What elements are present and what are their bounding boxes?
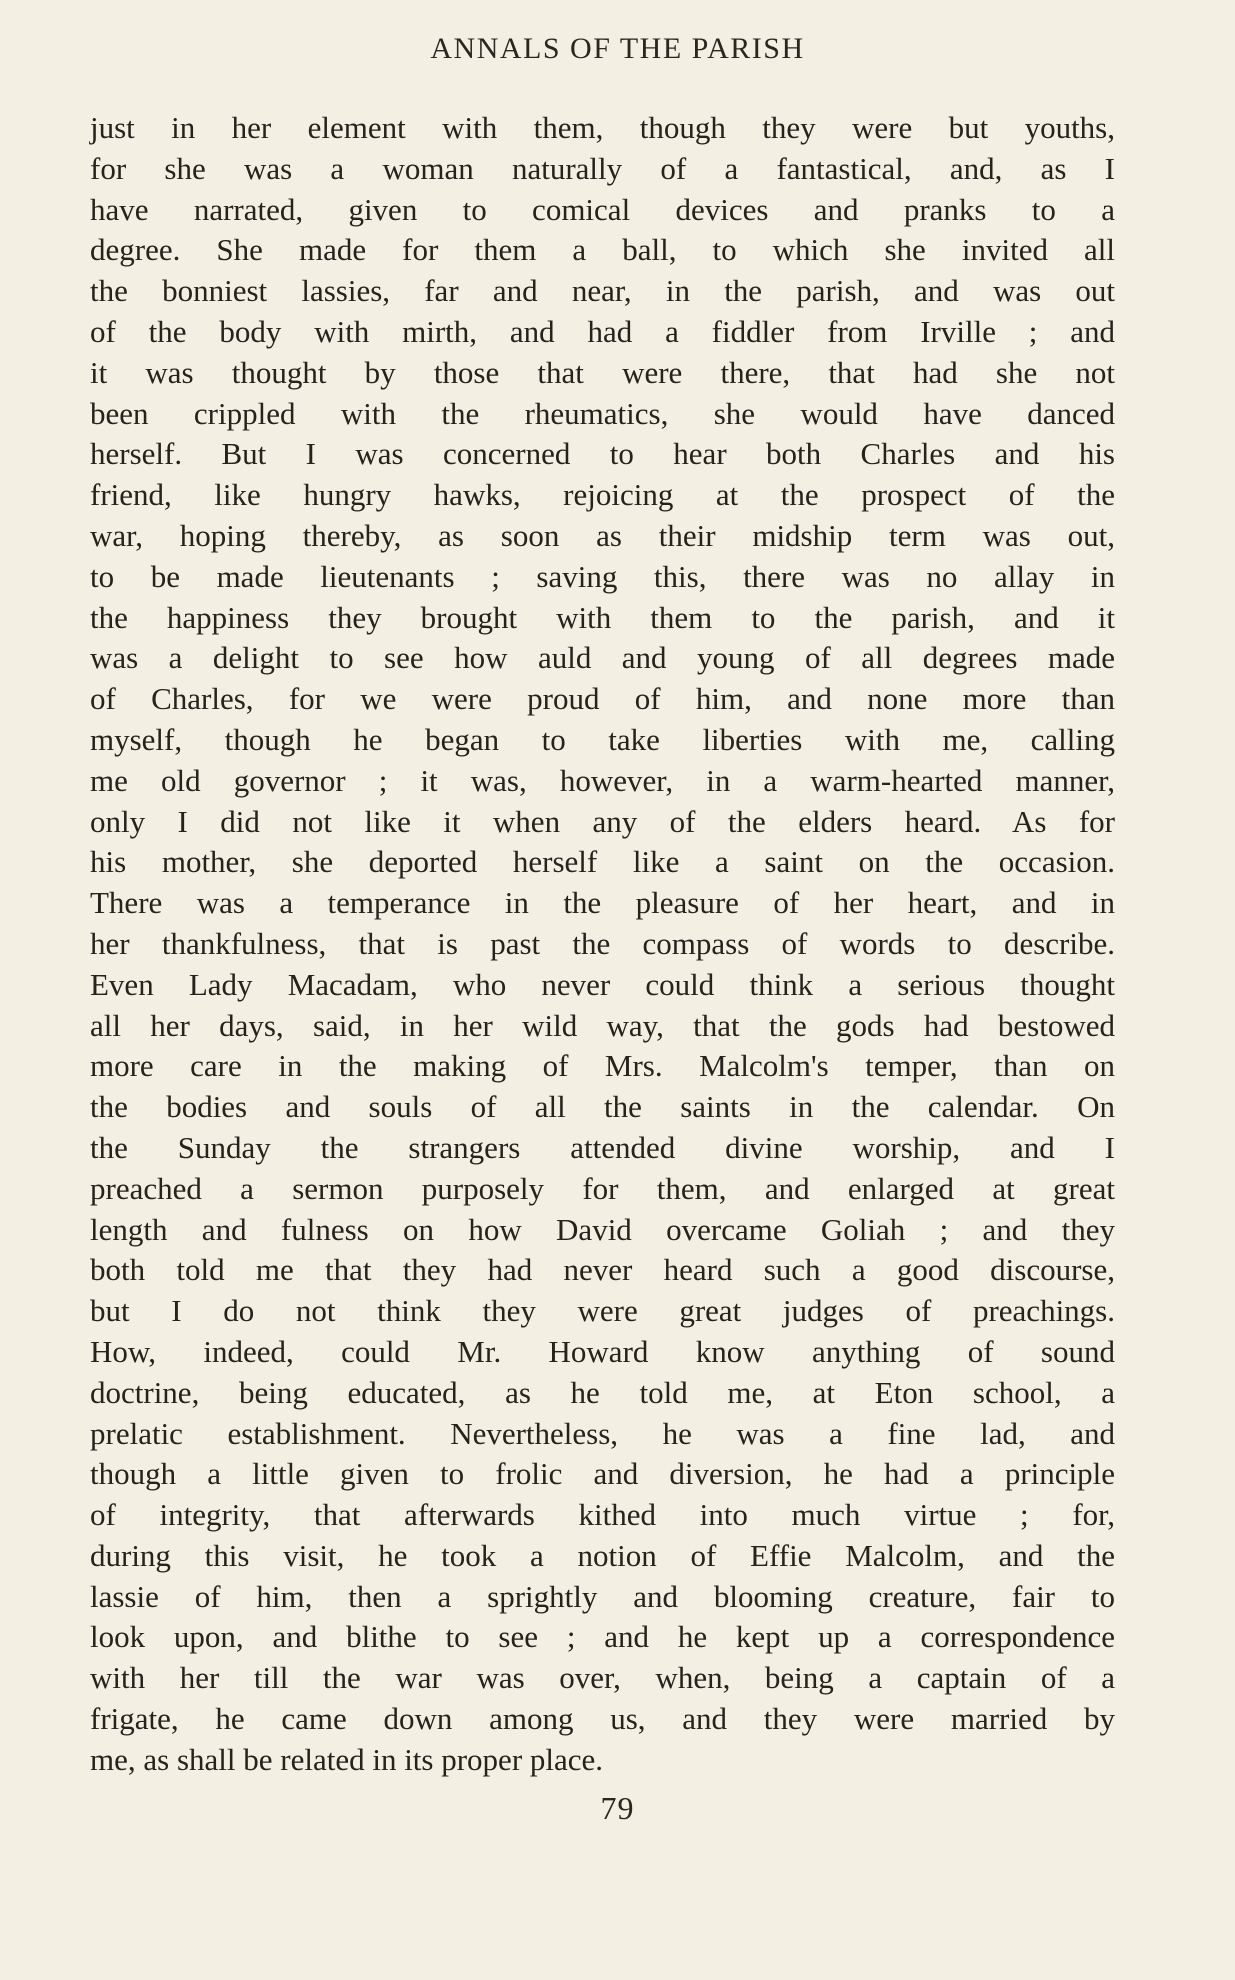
text-line: me old governor ; it was, however, in a warm-hearted manner, (90, 762, 1115, 798)
text-line: of Charles, for we were proud of him, and none more than (90, 681, 1115, 717)
text-line: to be made lieutenants ; saving this, there was no allay in (90, 558, 1115, 594)
text-line: friend, like hungry hawks, rejoicing at the prospect of the (90, 477, 1115, 513)
text-line: Even Lady Macadam, who never could think a serious thought (90, 966, 1115, 1002)
page-number: 79 (600, 1790, 635, 1826)
text-line: me, as shall be related in its proper place. (90, 1741, 604, 1777)
text-line: just in her element with them, though they were but youths, (90, 110, 1115, 145)
text-line: for she was a woman naturally of a fantastical, and, as I (90, 150, 1115, 186)
text-line: though a little given to frolic and diversion, he had a principle (90, 1456, 1115, 1492)
text-line: her thankfulness, that is past the compass of words to describe. (90, 925, 1115, 961)
body-text (90, 108, 1115, 1781)
text-line: his mother, she deported herself like a saint on the occasion. (90, 844, 1115, 880)
text-line: during this visit, he took a notion of Effie Malcolm, and the (90, 1537, 1115, 1573)
text-line: was a delight to see how auld and young of all degrees made (90, 640, 1115, 676)
text-line: the Sunday the strangers attended divine worship, and I (90, 1129, 1115, 1165)
text-line: There was a temperance in the pleasure of her heart, and in (90, 885, 1115, 921)
text-line: been crippled with the rheumatics, she would have danced (90, 395, 1115, 431)
text-line: more care in the making of Mrs. Malcolm's temper, than on (90, 1048, 1115, 1084)
text-line: have narrated, given to comical devices and pranks to a (90, 191, 1115, 227)
running-title: ANNALS OF THE PARISH (430, 32, 805, 65)
text-line: doctrine, being educated, as he told me, at Eton school, a (90, 1374, 1115, 1410)
text-line: with her till the war was over, when, being a captain of a (90, 1660, 1115, 1696)
text-line: frigate, he came down among us, and they were married by (90, 1701, 1115, 1737)
text-line: How, indeed, could Mr. Howard know anything of sound (90, 1333, 1115, 1369)
text-line: degree. She made for them a ball, to which she invited all (90, 232, 1115, 268)
text-line: but I do not think they were great judges of preachings. (90, 1293, 1115, 1329)
text-line: the happiness they brought with them to the parish, and it (90, 599, 1115, 635)
text-line: lassie of him, then a sprightly and blooming creature, fair to (90, 1578, 1115, 1614)
text-line: war, hoping thereby, as soon as their midship term was out, (90, 517, 1115, 553)
text-line: only I did not like it when any of the elders heard. As for (90, 803, 1115, 839)
text-line: prelatic establishment. Nevertheless, he was a fine lad, and (90, 1415, 1115, 1451)
text-line: of the body with mirth, and had a fiddler from Irville ; and (90, 313, 1115, 349)
text-line: herself. But I was concerned to hear both Charles and his (90, 436, 1115, 472)
text-line: preached a sermon purposely for them, and enlarged at great (90, 1170, 1115, 1206)
text-line: myself, though he began to take liberties with me, calling (90, 721, 1115, 757)
text-line: look upon, and blithe to see ; and he kept up a correspondence (90, 1619, 1115, 1655)
text-line: it was thought by those that were there, that had she not (90, 354, 1115, 390)
text-line: the bonniest lassies, far and near, in the parish, and was out (90, 273, 1115, 309)
text-line: the bodies and souls of all the saints in the calendar. On (90, 1089, 1115, 1125)
text-line: both told me that they had never heard such a good discourse, (90, 1252, 1115, 1288)
text-line: length and fulness on how David overcame Goliah ; and they (90, 1211, 1115, 1247)
text-line: of integrity, that afterwards kithed into much virtue ; for, (90, 1497, 1115, 1533)
text-line: all her days, said, in her wild way, that the gods had bestowed (90, 1007, 1115, 1043)
